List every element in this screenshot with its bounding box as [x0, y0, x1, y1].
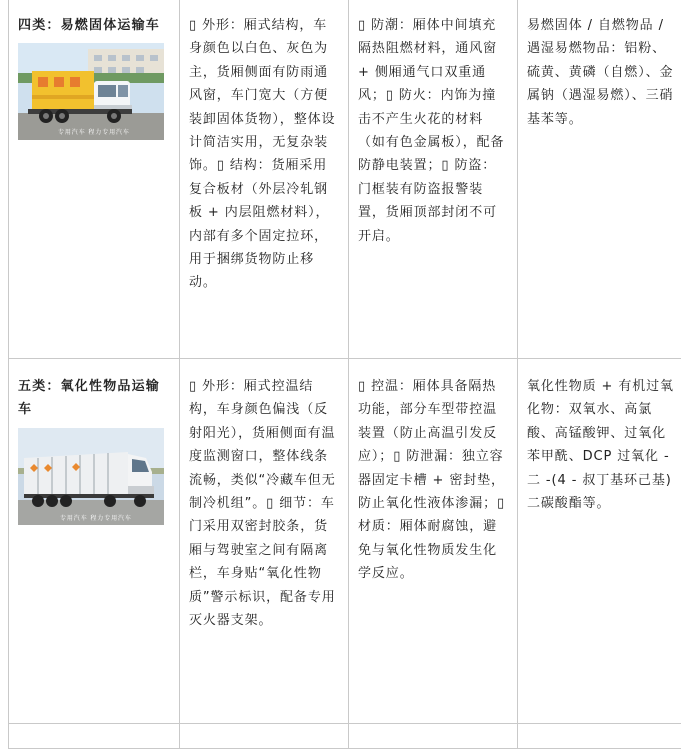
- cargo-text: 氧化性物质 + 有机过氧化物：双氧水、高氯酸、高锰酸钾、过氧化苯甲酰、DCP 过氧化 - 二 -(4 - 叔丁基环己基) 二碳酸酯等。: [527, 375, 677, 515]
- appearance-text: ▯ 外形：厢式控温结构，车身颜色偏浅（反射阳光），货厢侧面有温度监测窗口，整体线条流畅，类似“冷藏车但无制冷机组”。▯ 细节：车门采用双密封胶条，货厢与驾驶室之间有隔离栏，车身贴“氧化性物质”警示标识，配备专用灭火器支架。: [189, 375, 339, 632]
- table-row: [9, 0, 681, 359]
- watermark-text: 专用汽车 程力专用汽车: [60, 514, 132, 522]
- features-text: ▯ 控温：厢体具备隔热功能，部分车型带控温装置（防止高温引发反应）；▯ 防泄漏：独立容器固定卡槽 + 密封垫，防止氧化性液体渗漏；▯ 材质：厢体耐腐蚀，避免与氧化性物质发生化学反应。: [358, 375, 508, 586]
- cargo-cell: [518, 0, 681, 359]
- cargo-text: 易燃固体 / 自燃物品 / 遇湿易燃物品：铝粉、硫黄、黄磷（自燃）、金属钠（遇湿易燃）、三硝基苯等。: [527, 14, 677, 131]
- category-cell: [9, 359, 180, 724]
- table-row: [9, 724, 681, 749]
- truck-image-class5: [18, 428, 164, 525]
- category-label: 五类：氧化性物品运输车: [18, 375, 170, 422]
- truck-image-class4: [18, 43, 164, 140]
- category-label: 四类：易燃固体运输车: [18, 14, 170, 37]
- features-cell: [349, 0, 518, 359]
- empty-cell: [349, 724, 518, 749]
- appearance-text: ▯ 外形：厢式结构，车身颜色以白色、灰色为主，货厢侧面有防雨通风窗，车门宽大（方便装卸固体货物），整体设计简洁实用，无复杂装饰。▯ 结构：货厢采用复合板材（外层冷轧钢板 + 内层阻燃材料），内部有多个固定拉环，用于捆绑货物防止移动。: [189, 14, 339, 295]
- empty-cell: [180, 724, 349, 749]
- cargo-cell: [518, 359, 681, 724]
- empty-cell: [518, 724, 681, 749]
- table-row: [9, 359, 681, 724]
- empty-cell: [9, 724, 180, 749]
- appearance-cell: [180, 359, 349, 724]
- watermark-text: 专用汽车 程力专用汽车: [58, 128, 130, 136]
- category-cell: [9, 0, 180, 359]
- vehicle-table: [8, 0, 681, 749]
- appearance-cell: [180, 0, 349, 359]
- features-cell: [349, 359, 518, 724]
- features-text: ▯ 防潮：厢体中间填充隔热阻燃材料，通风窗 + 侧厢通气口双重通风；▯ 防火：内饰为撞击不产生火花的材料（如有色金属板），配备防静电装置；▯ 防盗：门框装有防盗报警装置，货厢顶部封闭不可开启。: [358, 14, 508, 248]
